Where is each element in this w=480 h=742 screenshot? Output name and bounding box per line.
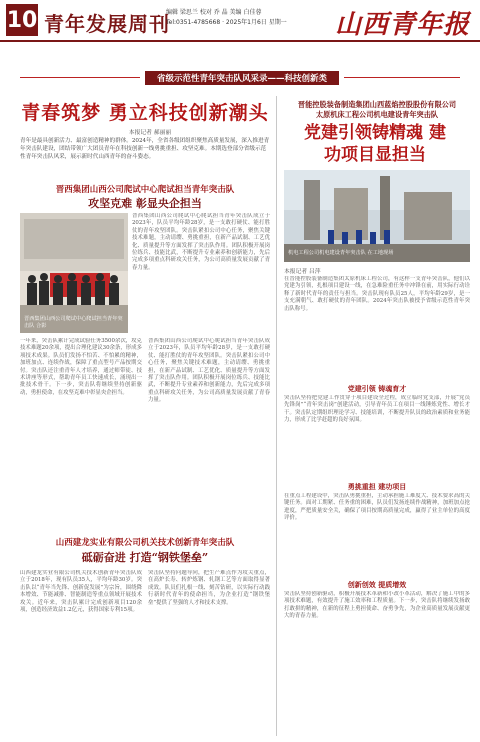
page-number: 10 [6, 4, 38, 36]
article3-subhead-3: 创新创效 提质增效 [347, 581, 407, 589]
article2-text-col2: 突击队坚持问题导向，把生产难点作为攻关重点，在高炉长寿、转炉炼钢、轧钢工艺等方面取得显著成效。队员们扎根一线、刻苦钻研，以实际行动践行新时代青年的使命担当，为企业打造“钢铁堡垒”提供了坚强的人才和技术支撑。 [148, 570, 270, 606]
article3-subhead-2: 勇挑重担 建功项目 [347, 483, 407, 491]
main-lead: 青年是最具创新活力、最富创造精神的群体。2024年，全省各级团组织聚焦高质量发展，深入推进青年突击队建设，团结带领广大团员青年在科技创新一线勇挑重担、攻坚克难。本期选登部分省级示范性青年突击队风采，展示新时代山西青年的奋斗姿态。 [20, 138, 270, 160]
banner-rule-left [20, 77, 140, 78]
header-meta [166, 8, 356, 28]
article3-site-photo [284, 170, 470, 262]
masthead-logo: 山西青年报 [334, 10, 470, 40]
contact-date-line: Tel:0351-4785668 · 2025年1月6日 星期一 [166, 19, 287, 26]
article2-text-col1: 山西建龙实业有限公司机关技术创新青年突击队成立于2018年，现有队员35人，平均年龄30岁。突击队以“青年当先锋、创新促发展”为宗旨，围绕降本增效、节能减排、智能制造等重点领域开展技术攻关。近年来，突击队累计完成创新项目120余项，创造经济效益1.2亿元，获得国家专利15项。 [20, 570, 142, 614]
topic-banner: 省级示范性青年突击队风采录——科技创新类 [145, 71, 339, 85]
section-title: 青年发展周刊 [44, 12, 170, 36]
page-header [0, 0, 480, 42]
article3-title-line2: 太原机床工程公司机电建设青年突击队 [315, 110, 439, 119]
banner-rule-right [344, 77, 460, 78]
article3-title-line1: 晋能控股装备制造集团山西蓝焰控股股份有限公司 [297, 100, 457, 109]
article1-title-line1: 晋西集团山西公司爬试中心爬试担当青年突击队 [55, 185, 235, 195]
editor-line: 编辑 梁思兰 校对 乔 晶 美编 白佳蓉 [166, 9, 262, 16]
article1-team-photo [20, 213, 128, 333]
article1-title-line2: 攻坚克难 彰显央企担当 [88, 197, 202, 210]
article3-subhead-1: 党建引领 铸魂育才 [347, 385, 407, 393]
article3-sub2-text: 在重点工程建设中，突击队勇挑重担，主动承担施工难度大、技术要求高的关键任务。面对工期紧、任务重的困难，队员们发扬连续作战精神，加班加点抢进度，严把质量安全关，确保了项目按期高质量完成，赢得了业主单位的高度评价。 [284, 493, 470, 522]
article3-sub3-text: 突击队坚持创新驱动，积极开展技术革新和小改小革活动，解决了施工中的多项技术难题，有效提升了施工效率和工程质量。下一步，突击队将继续发扬敢打敢拼的精神，在新的征程上勇担使命、奋勇争先，为企业高质量发展贡献更大的青春力量。 [284, 591, 470, 620]
article3-sub1-text: 突击队坚持把党建工作贯穿于项目建设全过程，成立临时党支部，开展“党员先锋岗”“青年突击岗”创建活动，引导青年员工在项目一线锤炼党性、增长才干。突击队定期组织理论学习、技能培训，不断提升队员的政治素质和业务能力，形成了比学赶超的良好氛围。 [284, 395, 470, 424]
article2-title-line1: 山西建龙实业有限公司机关技术创新青年突击队 [55, 538, 235, 548]
team-photo-graphic [20, 213, 128, 333]
article1-photo-caption: 晋西集团山西公司爬试中心爬试担当青年突击队 合影 [24, 316, 123, 329]
main-byline: 本报记者 郝丽丽 [128, 130, 172, 136]
construction-site-graphic [284, 170, 470, 262]
article3-intro: 在晋能控股装备制造集团太原机床工程公司，有这样一支青年突击队，他们以党建为引领，扎根项目建设一线，在急难险重任务中冲锋在前，用实际行动诠释了新时代青年的责任与担当。突击队现有队员25人，平均年龄29岁，是一支充满朝气、敢打硬仗的青年团队。2024年突击队被授予省级示范性青年突击队称号。 [284, 276, 470, 312]
article1-text-col2: 一年来，突击队累计完成试验任务3500余次，攻克技术难题20余项，提出合理化建议30余条，形成多项技术成果。队员们发扬不怕苦、不怕累的精神，加班加点、连续作战，保障了重点型号产品按期交付。突击队还注重青年人才培养，通过师带徒、技术讲座等形式，帮助青年员工快速成长，涌现出一批技术骨干。下一步，突击队将继续坚持创新驱动，勇担使命，在攻坚克难中彰显央企担当。 [20, 338, 142, 396]
article1-text-col1: 晋西集团山西公司爬试中心爬试担当青年突击队成立于2023年，队员平均年龄28岁，是一支敢打硬仗、能打胜仗的青年攻坚团队。突击队紧扣公司中心任务，聚焦关键技术难题，主动请缨、勇挑重担，在新产品试制、工艺优化、质量提升等方面发挥了突击队作用。团队积极开展岗位练兵、技能比武，不断提升专业素养和创新能力，先后完成多项重点科研攻关任务，为公司高质量发展贡献了青春力量。 [132, 213, 270, 271]
article3-display-title: 党建引领铸精魂 建功项目显担当 [304, 123, 446, 165]
main-headline: 青春筑梦 勇立科技创新潮头 [21, 102, 269, 124]
article3-byline: 本报记者 吕萍 [284, 269, 321, 275]
article1-text-col3: 晋西集团山西公司爬试中心爬试担当青年突击队成立于2023年，队员平均年龄28岁，是一支敢打硬仗、能打胜仗的青年攻坚团队。突击队紧扣公司中心任务，聚焦关键技术难题，主动请缨、勇挑重担，在新产品试制、工艺优化、质量提升等方面发挥了突击队作用。团队积极开展岗位练兵、技能比武，不断提升专业素养和创新能力，先后完成多项重点科研攻关任务，为公司高质量发展贡献了青春力量。 [148, 338, 270, 404]
article3-photo-caption: 机电工程公司机电建设青年突击队 在工地现场 [288, 250, 394, 256]
article2-title-line2: 砥砺奋进 打造“钢铁堡垒” [81, 551, 209, 564]
column-divider [276, 96, 277, 736]
